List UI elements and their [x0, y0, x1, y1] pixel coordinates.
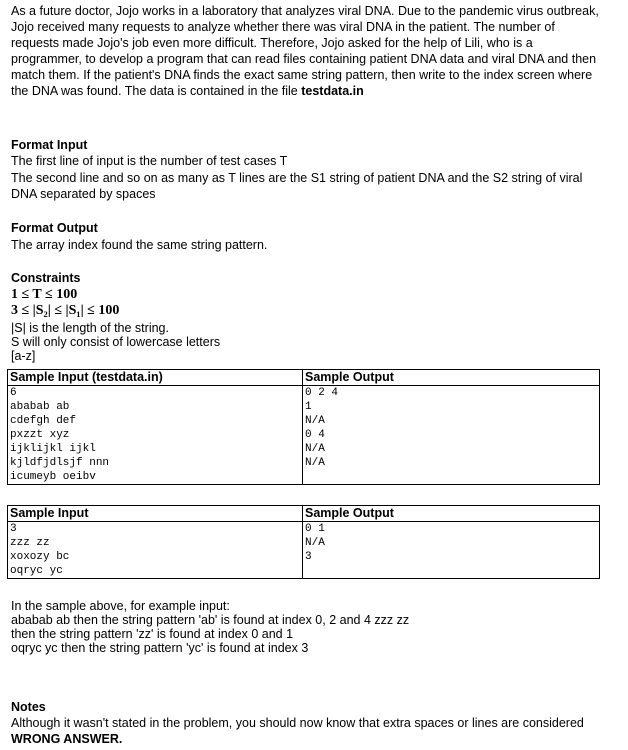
explanation-line1: In the sample above, for example input:: [11, 599, 230, 613]
sample2-output-cell: [303, 522, 600, 579]
constraint-s: 3 ≤ |S₂| ≤ |S₁| ≤ 100: [11, 303, 120, 318]
sample2-input-cell: [8, 522, 303, 579]
intro-text: As a future doctor, Jojo works in a laboratory that analyzes viral DNA. Due to the pandemic virus outbreak, Jojo received many requests to analyze whether there was viral DNA in the patient. The number of requests made Jojo's job even more difficult. Therefore, Jojo asked for the help of Lili, who is a programmer, to develop a program that can read files containing patient DNA data and viral DNA and then match them. If the patient's DNA finds the exact same string pattern, then write to the index screen where the DNA was found. The data is contained in the file: [11, 4, 599, 98]
sample-output-line: N/A: [305, 537, 325, 549]
sample-input-line: 3: [10, 523, 17, 535]
format-input-line1: The first line of input is the number of test cases T: [11, 154, 288, 168]
format-output-line1: The array index found the same string pattern.: [11, 238, 268, 252]
intro-filename: testdata.in: [301, 84, 364, 98]
format-input-heading: Format Input: [11, 138, 88, 152]
intro-paragraph: [11, 3, 606, 99]
sample-input-line: ababab ab: [10, 401, 70, 413]
format-output-heading: Format Output: [11, 221, 98, 235]
constraints-heading: Constraints: [11, 271, 81, 285]
sample-output-line: 3: [305, 551, 312, 563]
explanation-line3: then the string pattern 'zz' is found at index 0 and 1: [11, 627, 294, 641]
notes-text: [11, 715, 606, 747]
sample-output-line: N/A: [305, 415, 325, 427]
sample-input-line: zzz zz: [10, 537, 50, 549]
sample-output-line: 0 4: [305, 429, 325, 441]
sample-input-line: pxzzt xyz: [10, 429, 70, 441]
sample-input-line: xoxozy bc: [10, 551, 70, 563]
sample2-output-header: Sample Output: [303, 506, 600, 522]
sample-input-line: cdefgh def: [10, 415, 77, 427]
sample1-output-header: Sample Output: [303, 370, 600, 386]
sample1-table: [7, 369, 600, 485]
sample-output-line: 0 2 4: [305, 387, 339, 399]
sample-output-line: 1: [305, 401, 312, 413]
notes-heading: Notes: [11, 700, 46, 714]
sample1-input-header: Sample Input (testdata.in): [8, 370, 303, 386]
sample-input-line: oqryc yc: [10, 565, 63, 577]
sample1-input-cell: [8, 386, 303, 485]
sample-output-line: 0 1: [305, 523, 325, 535]
sample-input-line: icumeyb oeibv: [10, 471, 96, 483]
constraint-t: 1 ≤ T ≤ 100: [11, 287, 78, 302]
explanation-line4: oqryc yc then the string pattern 'yc' is found at index 3: [11, 641, 309, 655]
constraint-length: |S| is the length of the string.: [11, 321, 169, 335]
format-input-line2: The second line and so on as many as T lines are the S1 string of patient DNA and the S2 string of viral DNA separated by spaces: [11, 171, 583, 201]
sample-input-line: kjldfjdlsjf nnn: [10, 457, 110, 469]
constraint-range: [a-z]: [11, 349, 36, 363]
sample-output-line: N/A: [305, 457, 325, 469]
constraint-lowercase: S will only consist of lowercase letters: [11, 335, 221, 349]
sample2-table: [7, 505, 600, 579]
sample1-output-cell: [303, 386, 600, 485]
notes-emphasis: WRONG ANSWER.: [11, 732, 123, 746]
sample2-input-header: Sample Input: [8, 506, 303, 522]
notes-body: Although it wasn't stated in the problem, you should now know that extra spaces or lines are considered: [11, 716, 584, 730]
sample-input-line: 6: [10, 387, 17, 399]
sample-input-line: ijklijkl ijkl: [10, 443, 96, 455]
explanation-line2: ababab ab then the string pattern 'ab' is found at index 0, 2 and 4 zzz zz: [11, 613, 410, 627]
sample-output-line: N/A: [305, 443, 325, 455]
